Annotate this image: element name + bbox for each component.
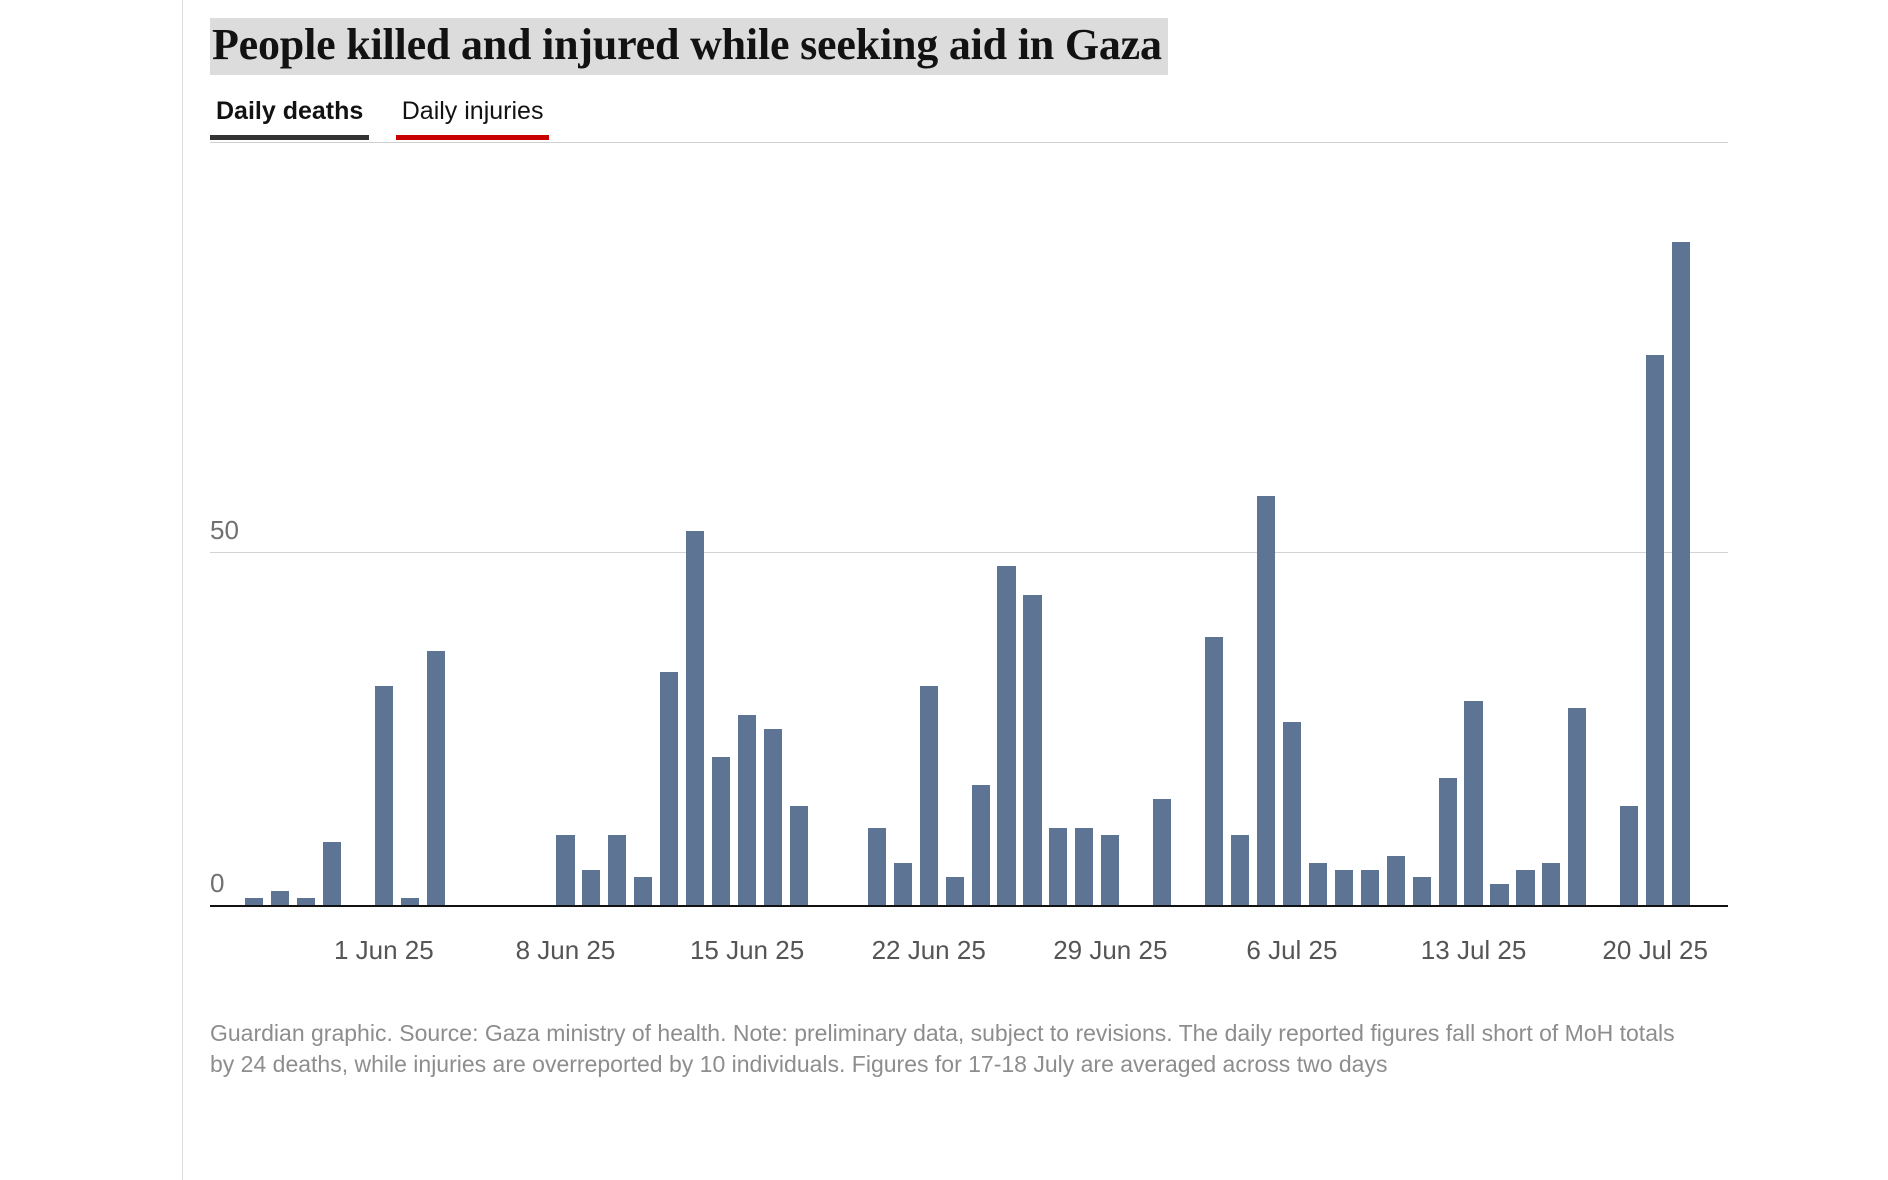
bar[interactable] xyxy=(1335,870,1353,905)
bar[interactable] xyxy=(894,863,912,905)
bar[interactable] xyxy=(1231,835,1249,906)
bar[interactable] xyxy=(868,828,886,906)
bar[interactable] xyxy=(1542,863,1560,905)
x-tick-label: 13 Jul 25 xyxy=(1420,935,1527,966)
bar[interactable] xyxy=(972,785,990,905)
bar[interactable] xyxy=(401,898,419,905)
bar-chart xyxy=(210,163,1728,966)
tab-daily-deaths-label: Daily deaths xyxy=(216,97,364,126)
bar[interactable] xyxy=(920,686,938,905)
chart-plot-area xyxy=(210,163,1728,923)
x-axis-labels xyxy=(210,935,1728,975)
tab-daily-injuries-underline xyxy=(396,135,550,140)
x-tick-label: 29 Jun 25 xyxy=(1053,935,1168,966)
bar[interactable] xyxy=(1439,778,1457,905)
bar[interactable] xyxy=(1387,856,1405,905)
bar[interactable] xyxy=(1646,355,1664,906)
chart-footnote: Guardian graphic. Source: Gaza ministry of health. Note: preliminary data, subject to revisions. The daily reported figures fall short of MoH totals by 24 deaths, while injuries are overreported by 10 individuals. Figures for 17-18 July are averaged across two days xyxy=(210,1020,1675,1078)
bar[interactable] xyxy=(1049,828,1067,906)
bar[interactable] xyxy=(660,672,678,905)
x-tick-label: 20 Jul 25 xyxy=(1602,935,1708,966)
bar[interactable] xyxy=(764,729,782,906)
bar[interactable] xyxy=(1516,870,1534,905)
x-tick-label: 22 Jun 25 xyxy=(871,935,986,966)
bar[interactable] xyxy=(1309,863,1327,905)
bar[interactable] xyxy=(1413,877,1431,905)
bar[interactable] xyxy=(790,806,808,905)
left-rule-divider xyxy=(182,0,183,1180)
page-title: People killed and injured while seeking aid in Gaza xyxy=(210,18,1168,75)
bar[interactable] xyxy=(427,651,445,905)
bar[interactable] xyxy=(271,891,289,905)
bar[interactable] xyxy=(686,531,704,905)
tab-daily-injuries[interactable] xyxy=(396,97,550,140)
bar[interactable] xyxy=(1075,828,1093,906)
bar[interactable] xyxy=(1672,242,1690,906)
bar[interactable] xyxy=(1205,637,1223,905)
bar[interactable] xyxy=(245,898,263,905)
bar[interactable] xyxy=(1257,496,1275,905)
bar[interactable] xyxy=(608,835,626,906)
bar[interactable] xyxy=(323,842,341,906)
tab-daily-injuries-label: Daily injuries xyxy=(401,97,544,126)
gridline-50 xyxy=(210,552,1728,553)
bar[interactable] xyxy=(582,870,600,905)
bar[interactable] xyxy=(946,877,964,905)
tab-daily-deaths-underline xyxy=(210,135,369,140)
bar[interactable] xyxy=(375,686,393,905)
bar[interactable] xyxy=(1283,722,1301,906)
bar[interactable] xyxy=(634,877,652,905)
tab-daily-deaths[interactable] xyxy=(210,97,369,140)
bar[interactable] xyxy=(297,898,315,905)
x-tick-label: 8 Jun 25 xyxy=(515,935,616,966)
bar[interactable] xyxy=(1568,708,1586,906)
bar[interactable] xyxy=(738,715,756,906)
y-tick-label: 0 xyxy=(210,868,225,899)
x-tick-label: 1 Jun 25 xyxy=(333,935,434,966)
tab-bar-baseline xyxy=(210,142,1728,143)
bar[interactable] xyxy=(1023,595,1041,906)
bar[interactable] xyxy=(997,566,1015,905)
x-tick-label: 6 Jul 25 xyxy=(1246,935,1338,966)
y-tick-label: 50 xyxy=(210,515,239,546)
bar[interactable] xyxy=(1490,884,1508,905)
bar[interactable] xyxy=(1620,806,1638,905)
x-tick-label: 15 Jun 25 xyxy=(689,935,805,966)
bar[interactable] xyxy=(1464,701,1482,906)
x-axis-line xyxy=(210,905,1728,907)
bar[interactable] xyxy=(1361,870,1379,905)
chart-content xyxy=(210,0,1740,966)
bar[interactable] xyxy=(1153,799,1171,905)
bar[interactable] xyxy=(556,835,574,906)
tab-bar xyxy=(210,97,1728,145)
bar[interactable] xyxy=(1101,835,1119,906)
bar[interactable] xyxy=(712,757,730,905)
